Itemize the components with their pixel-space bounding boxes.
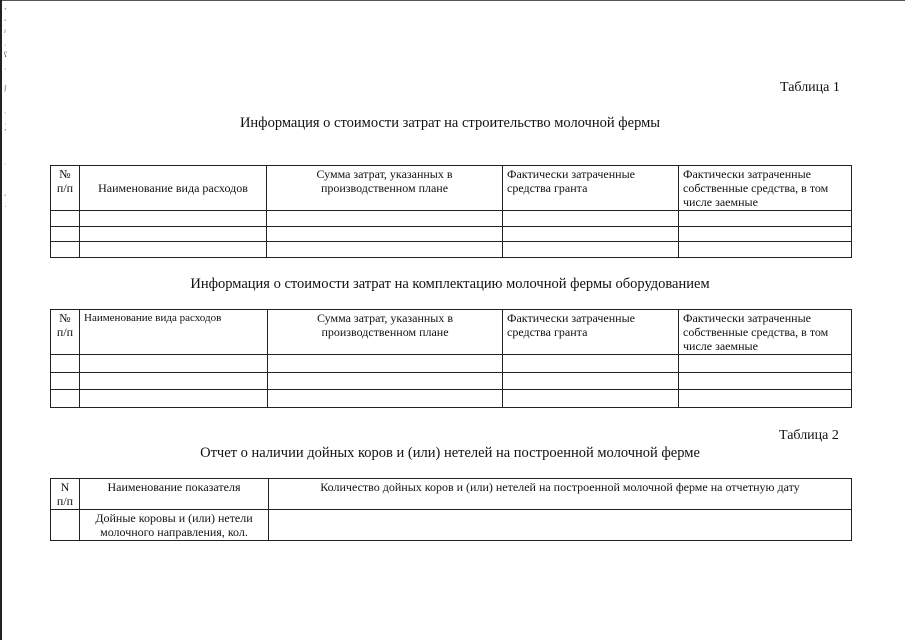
table-cell[interactable]	[503, 355, 679, 373]
table-cell[interactable]	[51, 211, 80, 227]
table-cell[interactable]	[679, 390, 852, 408]
table-cell[interactable]	[679, 355, 852, 373]
table-cell[interactable]	[503, 242, 679, 258]
equipment-costs-table	[50, 309, 852, 408]
table-cell[interactable]	[51, 390, 80, 408]
table-header-row	[51, 166, 852, 211]
table-header-row	[51, 479, 852, 510]
col-header-planned-sum: Сумма затрат, указанных в производственном плане	[268, 310, 503, 355]
table1-title: Информация о стоимости затрат на строительство молочной фермы	[239, 115, 661, 131]
col-header-own-funds: Фактически затраченные собственные средства, в том числе заемные	[679, 166, 852, 211]
table2-label: Таблица 2	[779, 428, 839, 443]
table-cell[interactable]	[267, 227, 503, 242]
table-row	[51, 355, 852, 373]
col-header-own-funds: Фактически затраченные собственные средства, в том числе заемные	[679, 310, 852, 355]
table-cell[interactable]	[80, 373, 268, 390]
col-header-number: N п/п	[51, 479, 80, 510]
col-header-cow-count: Количество дойных коров и (или) нетелей на построенной молочной ферме на отчетную дату	[269, 479, 852, 510]
indicator-name-cell: Дойные коровы и (или) нетели молочного направления, кол.	[80, 510, 269, 541]
table-cell[interactable]	[679, 242, 852, 258]
table-cell[interactable]	[80, 227, 267, 242]
scan-left-edge	[0, 0, 2, 640]
table-cell[interactable]	[503, 211, 679, 227]
table-cell[interactable]	[51, 227, 80, 242]
col-header-number: № п/п	[51, 310, 80, 355]
col-header-grant-funds: Фактически затраченные средства гранта	[503, 166, 679, 211]
table-cell[interactable]	[267, 242, 503, 258]
col-header-indicator-name: Наименование показателя	[80, 479, 269, 510]
col-header-expense-name: Наименование вида расходов	[80, 166, 267, 211]
scan-margin-marks: ʼ ʻ ˀ ˓ ʕ ˏ ʃ ˎ ˌ ʼ ˑ ˚ ˈ	[4, 7, 8, 213]
table-cell[interactable]	[51, 242, 80, 258]
table-row	[51, 390, 852, 408]
table-cell[interactable]	[503, 373, 679, 390]
table-row	[51, 211, 852, 227]
col-header-expense-name: Наименование вида расходов	[80, 310, 268, 355]
table2-title: Отчет о наличии дойных коров и (или) нетелей на построенной молочной ферме	[200, 445, 700, 461]
table-header-row	[51, 310, 852, 355]
table1-label: Таблица 1	[780, 80, 840, 95]
table-cell[interactable]	[80, 242, 267, 258]
table-cell[interactable]	[80, 390, 268, 408]
col-header-planned-sum: Сумма затрат, указанных в производственном плане	[267, 166, 503, 211]
table-cell[interactable]	[503, 390, 679, 408]
table-cell[interactable]	[267, 211, 503, 227]
cow-count-cell[interactable]	[269, 510, 852, 541]
table-cell[interactable]	[503, 227, 679, 242]
table-row	[51, 373, 852, 390]
table-cell[interactable]	[268, 390, 503, 408]
col-header-number: № п/п	[51, 166, 80, 211]
table-row	[51, 510, 852, 541]
table-cell[interactable]	[679, 211, 852, 227]
table-cell[interactable]	[268, 355, 503, 373]
table-cell[interactable]	[51, 373, 80, 390]
scan-top-edge	[0, 0, 905, 1]
table-row	[51, 227, 852, 242]
col-header-grant-funds: Фактически затраченные средства гранта	[503, 310, 679, 355]
table-cell[interactable]	[51, 355, 80, 373]
construction-costs-table	[50, 165, 852, 258]
cows-report-table	[50, 478, 852, 541]
table-cell[interactable]	[679, 227, 852, 242]
table-cell[interactable]	[679, 373, 852, 390]
table-cell[interactable]	[268, 373, 503, 390]
table-cell[interactable]	[80, 355, 268, 373]
table-cell[interactable]	[51, 510, 80, 541]
table-row	[51, 242, 852, 258]
equipment-table-title: Информация о стоимости затрат на комплектацию молочной фермы оборудованием	[190, 276, 710, 292]
table-cell[interactable]	[80, 211, 267, 227]
